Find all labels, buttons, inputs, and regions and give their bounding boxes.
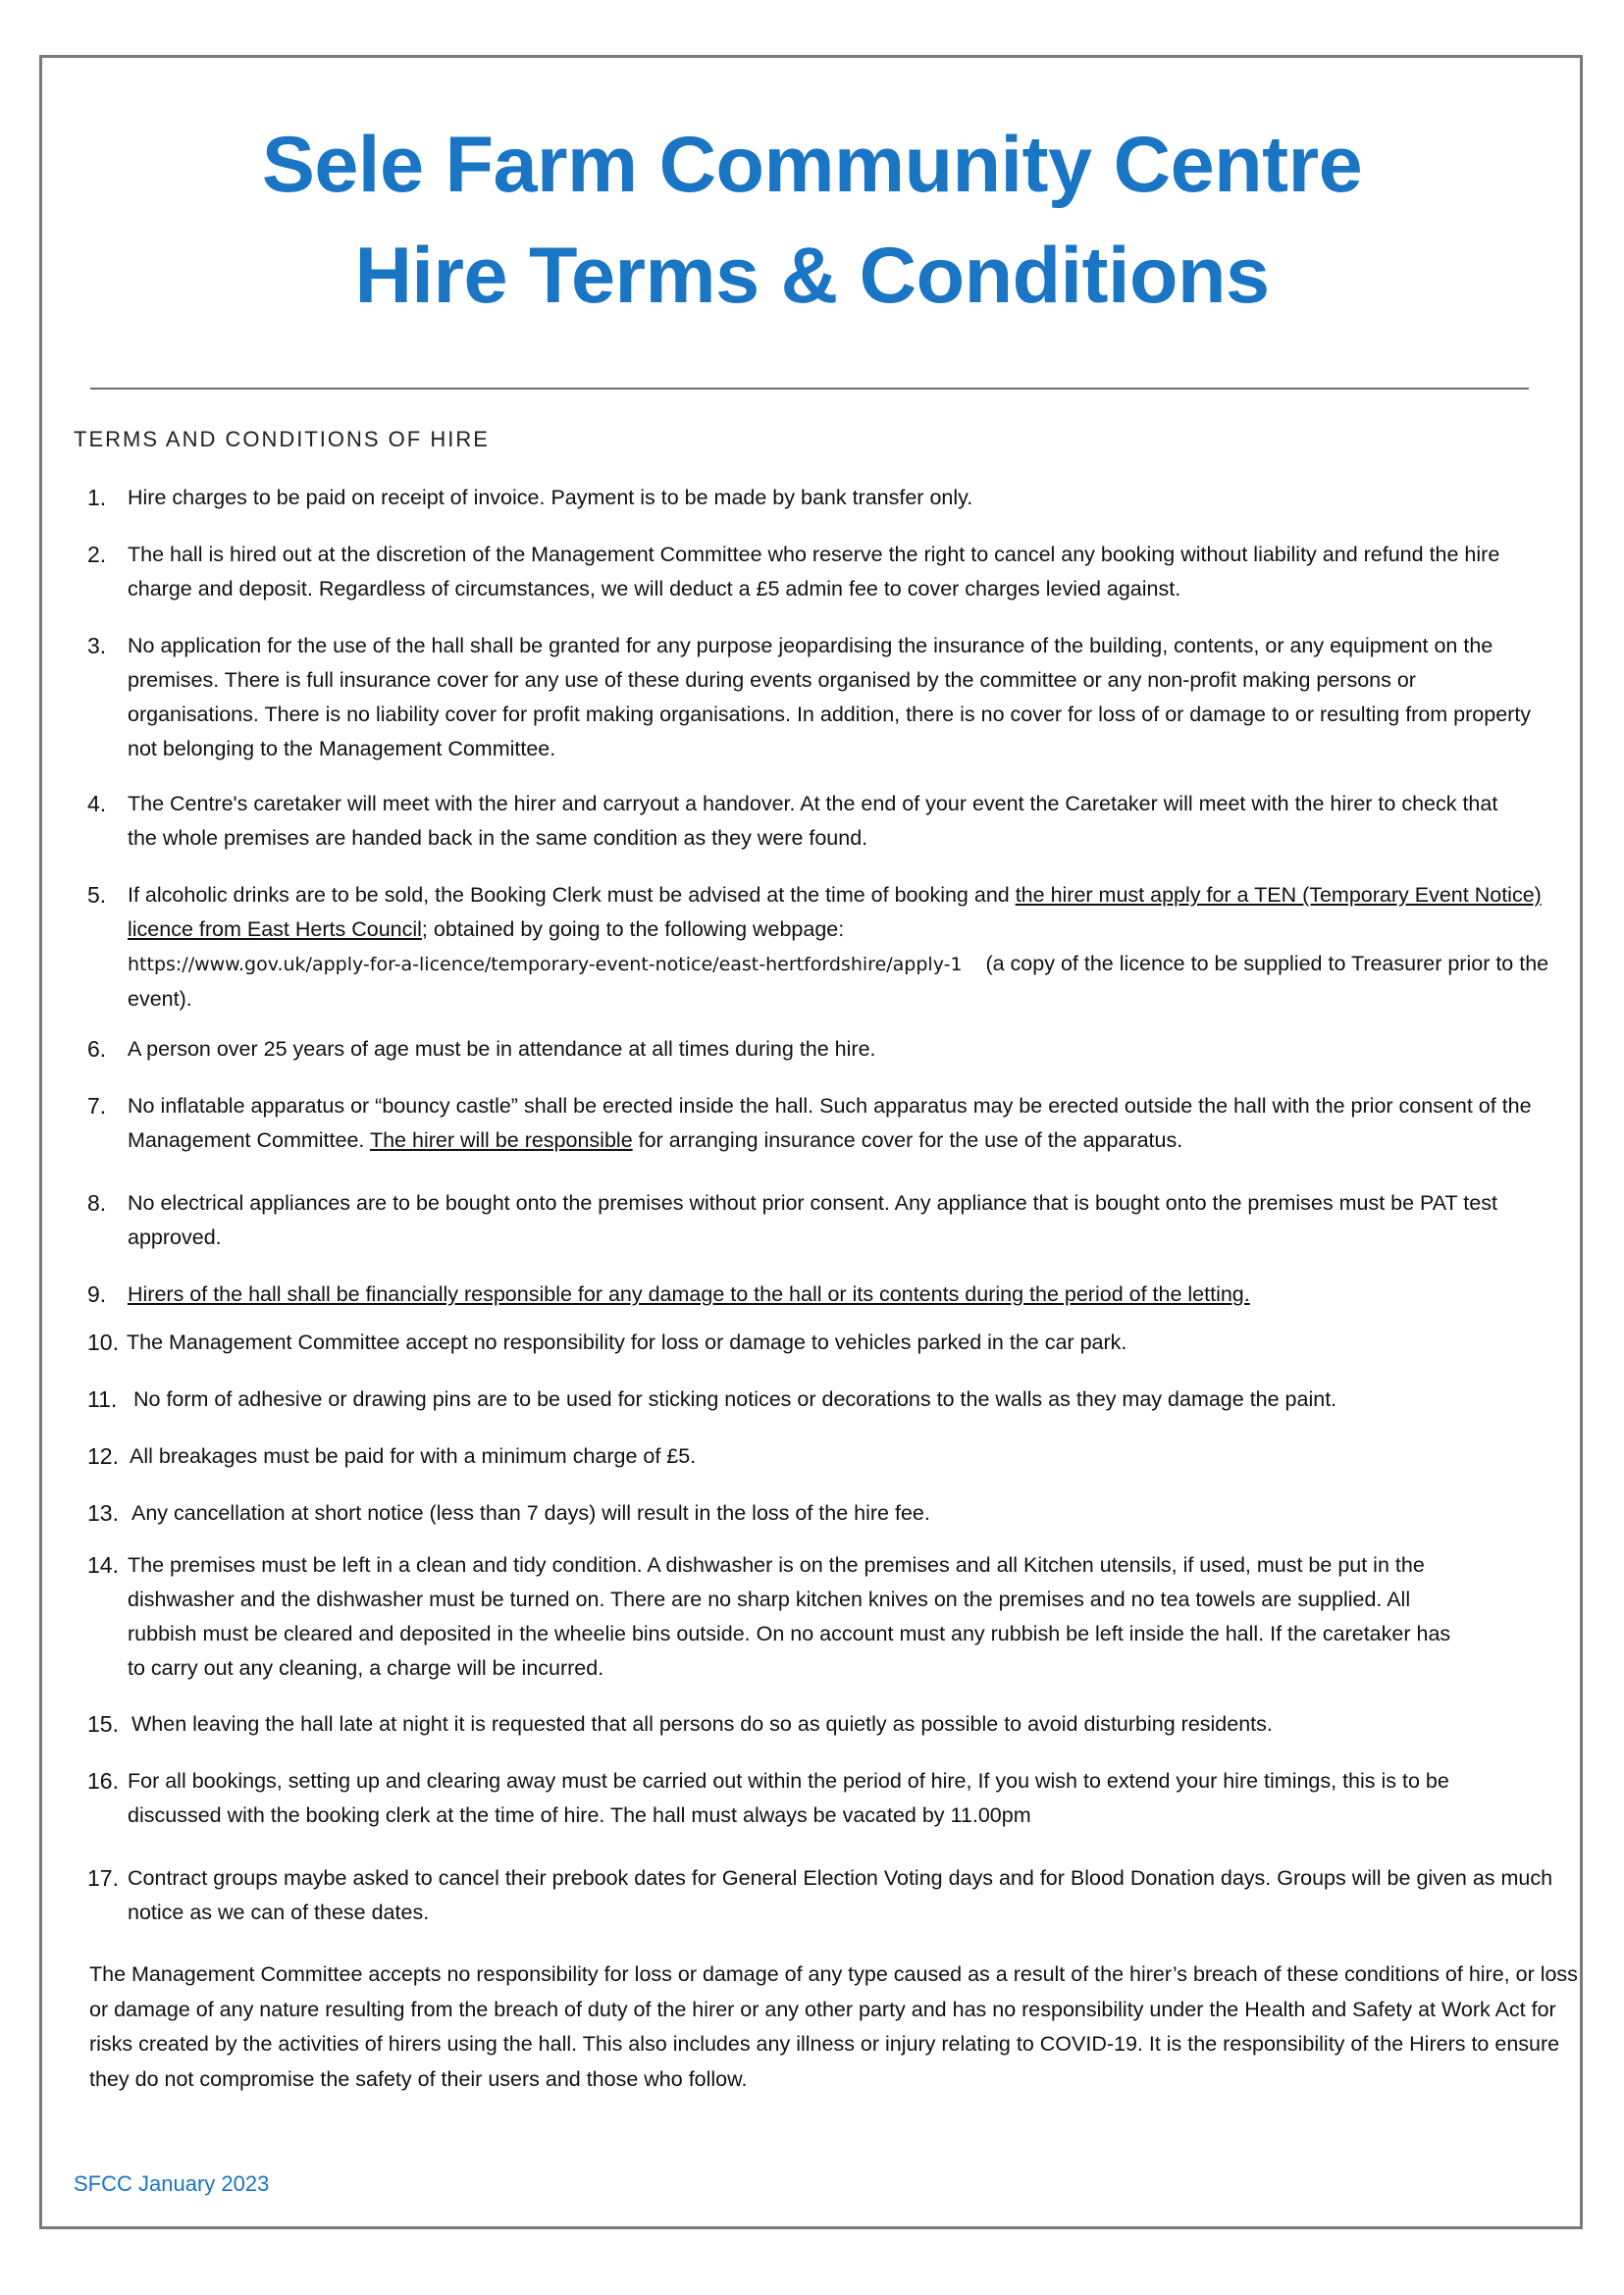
term-number: 14.: [87, 1552, 119, 1578]
term-text: The premises must be left in a clean and tidy condition. A dishwasher is on the premises and all Kitchen utensils, if used, must be put in the dishwasher and the dishwasher must be turned on. There are no sharp kitchen knives on the premises and no tea towels are supplied. All rubbish must be cleared and deposited in the wheelie bins outside. On no account must any rubbish be left inside the hall. If the caretaker has to carry out any cleaning, a charge will be incurred.: [128, 1553, 1451, 1680]
term-text-part: No inflatable apparatus or “bouncy castle” shall be erected inside the hall. Such apparatus may be erected outside the hall with the prior consent of the Management Committee.: [128, 1094, 1532, 1152]
term-number: 12.: [87, 1443, 119, 1469]
term-item-5: [87, 878, 1589, 1017]
term-item-12: [87, 1439, 1589, 1474]
term-item-9: [87, 1278, 1589, 1312]
term-number: 1.: [87, 485, 107, 510]
term-number: 17.: [87, 1865, 119, 1891]
term-item-3: [87, 629, 1545, 766]
term-text-part: (a copy of the licence to be supplied to Treasurer prior to the event).: [128, 952, 1549, 1011]
title-line-1: Sele Farm Community Centre: [261, 121, 1363, 209]
term-item-2: [87, 538, 1540, 606]
term-text: [87, 878, 1589, 1017]
term-number: 7.: [87, 1093, 107, 1119]
term-text: A person over 25 years of age must be in attendance at all times during the hire.: [128, 1037, 876, 1061]
term-number: 16.: [87, 1768, 119, 1794]
term-text: Hire charges to be paid on receipt of invoice. Payment is to be made by bank transfer only.: [128, 486, 973, 509]
title-line-2: Hire Terms & Conditions: [354, 232, 1270, 320]
hirer-responsibility: The hirer will be responsible: [369, 1128, 633, 1152]
term-text: No electrical appliances are to be bought onto the premises without prior consent. Any appliance that is bought onto the premises must be PAT test approved.: [128, 1191, 1497, 1249]
term-number: 13.: [87, 1500, 119, 1526]
term-text-part: for arranging insurance cover for the use of the apparatus.: [632, 1128, 1183, 1152]
document-title: [0, 110, 1624, 332]
term-number: 9.: [87, 1281, 107, 1307]
term-number: 6.: [87, 1036, 107, 1062]
term-item-15: [87, 1707, 1589, 1742]
term-number: 11.: [87, 1386, 118, 1412]
term-item-8: [87, 1186, 1564, 1255]
term-item-16: [87, 1764, 1520, 1833]
term-text-part: If alcoholic drinks are to be sold, the Booking Clerk must be advised at the time of booking and: [128, 883, 1016, 907]
term-text: The Centre's caretaker will meet with the hirer and carryout a handover. At the end of your event the Caretaker will meet with the hirer to check that the whole premises are handed back in the same condition as they were found.: [128, 792, 1498, 850]
term-text: [87, 1089, 1574, 1158]
term-text: The Management Committee accept no responsibility for loss or damage to vehicles parked in the car park.: [127, 1330, 1127, 1354]
licence-webpage-link[interactable]: https://www.gov.uk/apply-for-a-licence/temporary-event-notice/east-hertfordshire/apply-1: [128, 954, 963, 975]
term-number: 5.: [87, 882, 107, 908]
term-text: The hall is hired out at the discretion of the Management Committee who reserve the right to cancel any booking without liability and refund the hire charge and deposit. Regardless of circumstances, we will deduct a £5 admin fee to cover charges levied against.: [128, 543, 1500, 600]
term-item-7: [87, 1089, 1574, 1158]
term-item-17: [87, 1861, 1574, 1930]
term-item-4: [87, 787, 1530, 856]
term-number: 8.: [87, 1190, 107, 1216]
term-number: 3.: [87, 633, 107, 658]
term-text: Contract groups maybe asked to cancel their prebook dates for General Election Voting days and for Blood Donation days. Groups will be given as much notice as we can of these dates.: [128, 1866, 1553, 1924]
term-item-13: [87, 1496, 1589, 1531]
term-item-11: [87, 1382, 1589, 1417]
term-item-10: [87, 1326, 1589, 1360]
term-text: No form of adhesive or drawing pins are to be used for sticking notices or decorations to the walls as they may damage the paint.: [133, 1387, 1337, 1411]
term-text: All breakages must be paid for with a minimum charge of £5.: [130, 1444, 697, 1468]
term-text-part: ; obtained by going to the following webpage:: [421, 917, 845, 941]
term-text: For all bookings, setting up and clearing away must be carried out within the period of hire, If you wish to extend your hire timings, this is to be discussed with the booking clerk at the time of hire. The hall must always be vacated by 11.00pm: [128, 1769, 1449, 1827]
term-item-1: [87, 481, 1589, 515]
liability-disclaimer: The Management Committee accepts no responsibility for loss or damage of any type caused as a result of the hirer’s breach of these conditions of hire, or loss or damage of any nature resulting from the breach of duty of the hirer or any other party and has no responsibility under the Health and Safety at Work Act for risks created by the activities of hirers using the hall. This also includes any illness or injury relating to COVID-19. It is the responsibility of the Hirers to ensure they do not compromise the safety of their users and those who follow.: [89, 1962, 1578, 2091]
term-number: 10.: [87, 1330, 119, 1355]
term-text: Hirers of the hall shall be financially responsible for any damage to the hall or its contents during the period of the letting.: [128, 1282, 1250, 1306]
term-text: When leaving the hall late at night it is requested that all persons do so as quietly as possible to avoid disturbing residents.: [131, 1712, 1273, 1736]
term-item-6: [87, 1032, 1589, 1067]
term-text: Any cancellation at short notice (less than 7 days) will result in the loss of the hire fee.: [131, 1501, 930, 1525]
term-number: 2.: [87, 542, 107, 567]
ten-licence-requirement: the hirer must apply for a TEN (Temporary Event Notice) licence from East Herts Council: [128, 883, 1542, 941]
footer-date: SFCC January 2023: [74, 2171, 270, 2196]
section-heading: TERMS AND CONDITIONS OF HIRE: [74, 427, 490, 451]
term-text: No application for the use of the hall shall be granted for any purpose jeopardising the insurance of the building, contents, or any equipment on the premises. There is full insurance cover for any use of these during events organised by the committee or any non-profit making persons or organisations. There is no liability cover for profit making organisations. In addition, there is no cover for loss of or damage to or resulting from property not belonging to the Management Committee.: [128, 634, 1532, 760]
term-item-14: [87, 1548, 1461, 1686]
term-number: 4.: [87, 791, 107, 816]
term-number: 15.: [87, 1711, 119, 1737]
header-divider: [90, 388, 1529, 390]
